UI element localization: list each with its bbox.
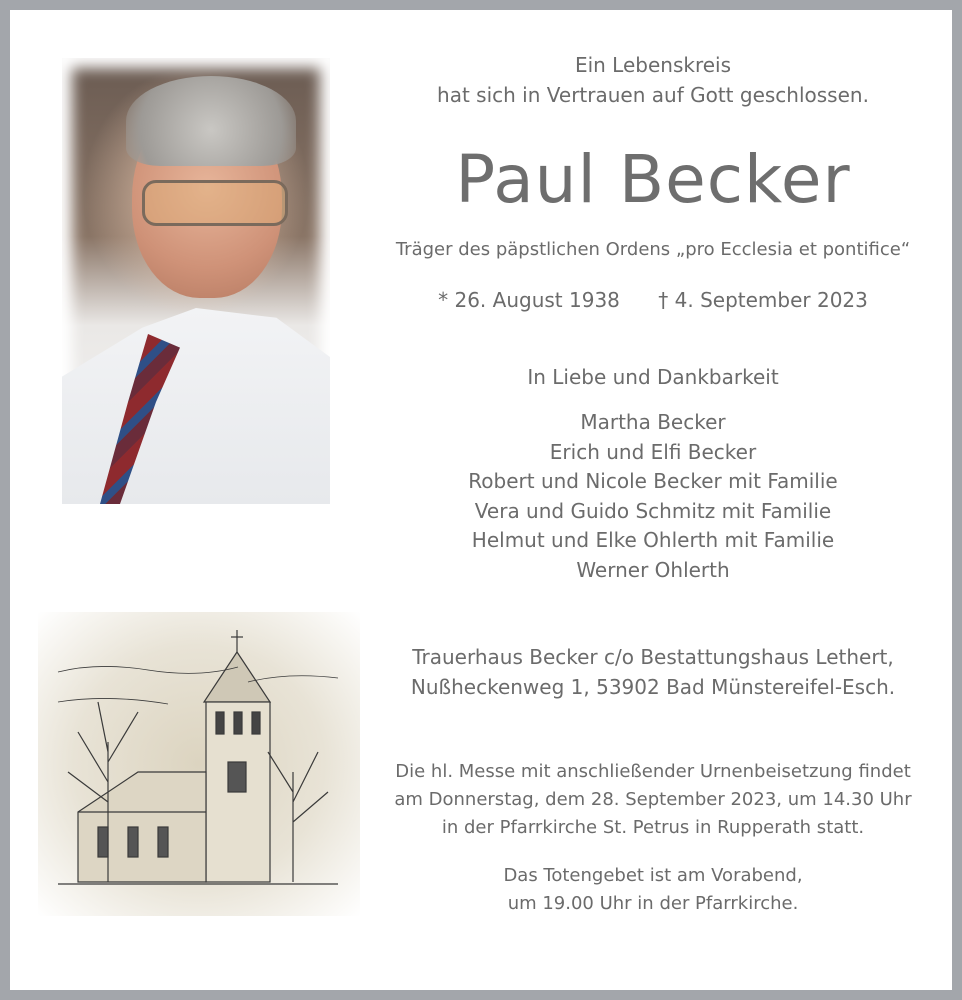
church-drawing [38, 612, 360, 916]
life-dates [370, 288, 936, 312]
mourner-name: Erich und Elfi Becker [549, 439, 757, 464]
mourner-name: Martha Becker [580, 410, 726, 434]
intro-line: Ein Lebenskreis [574, 53, 732, 77]
birth-date: * 26. August 1938 [438, 288, 620, 312]
mourner-name: Robert und Nicole Becker mit Familie [468, 469, 838, 493]
portrait-photo [62, 58, 330, 504]
prayer-line: Das Totengebet ist am Vorabend, [503, 865, 803, 886]
address-line: Nußheckenweg 1, 53902 Bad Münstereifel-Esch. [410, 674, 896, 699]
address-line: Trauerhaus Becker c/o Bestattungshaus Lethert, [412, 645, 894, 669]
portrait-hair [126, 76, 296, 166]
intro-verse [370, 51, 936, 110]
mourning-address [370, 643, 936, 702]
church-sketch [38, 612, 360, 916]
portrait-shirt [62, 308, 330, 504]
deceased-name: Paul Becker [455, 141, 851, 218]
mourners-list [370, 408, 936, 585]
prayer-line: um 19.00 Uhr in der Pfarrkirche. [507, 893, 799, 914]
honor-line: Träger des päpstlichen Ordens „pro Ecclesia et pontifice“ [395, 239, 911, 260]
mourner-name: Vera und Guido Schmitz mit Familie [474, 498, 832, 523]
mourner-name: Werner Ohlerth [576, 557, 730, 582]
death-date: † 4. September 2023 [658, 288, 868, 312]
thanks-line: In Liebe und Dankbarkeit [527, 365, 779, 389]
mourner-name: Helmut und Elke Ohlerth mit Familie [471, 528, 835, 552]
mass-info [370, 758, 936, 842]
obituary-notice [10, 10, 952, 990]
mass-line: Die hl. Messe mit anschließender Urnenbeisetzung findet [395, 761, 911, 782]
mass-line: in der Pfarrkirche St. Petrus in Rupperath statt. [441, 817, 865, 838]
prayer-info [370, 862, 936, 918]
mass-line: am Donnerstag, dem 28. September 2023, um 14.30 Uhr [394, 789, 912, 810]
portrait-glasses [142, 180, 288, 226]
intro-line: hat sich in Vertrauen auf Gott geschlossen. [437, 82, 869, 107]
